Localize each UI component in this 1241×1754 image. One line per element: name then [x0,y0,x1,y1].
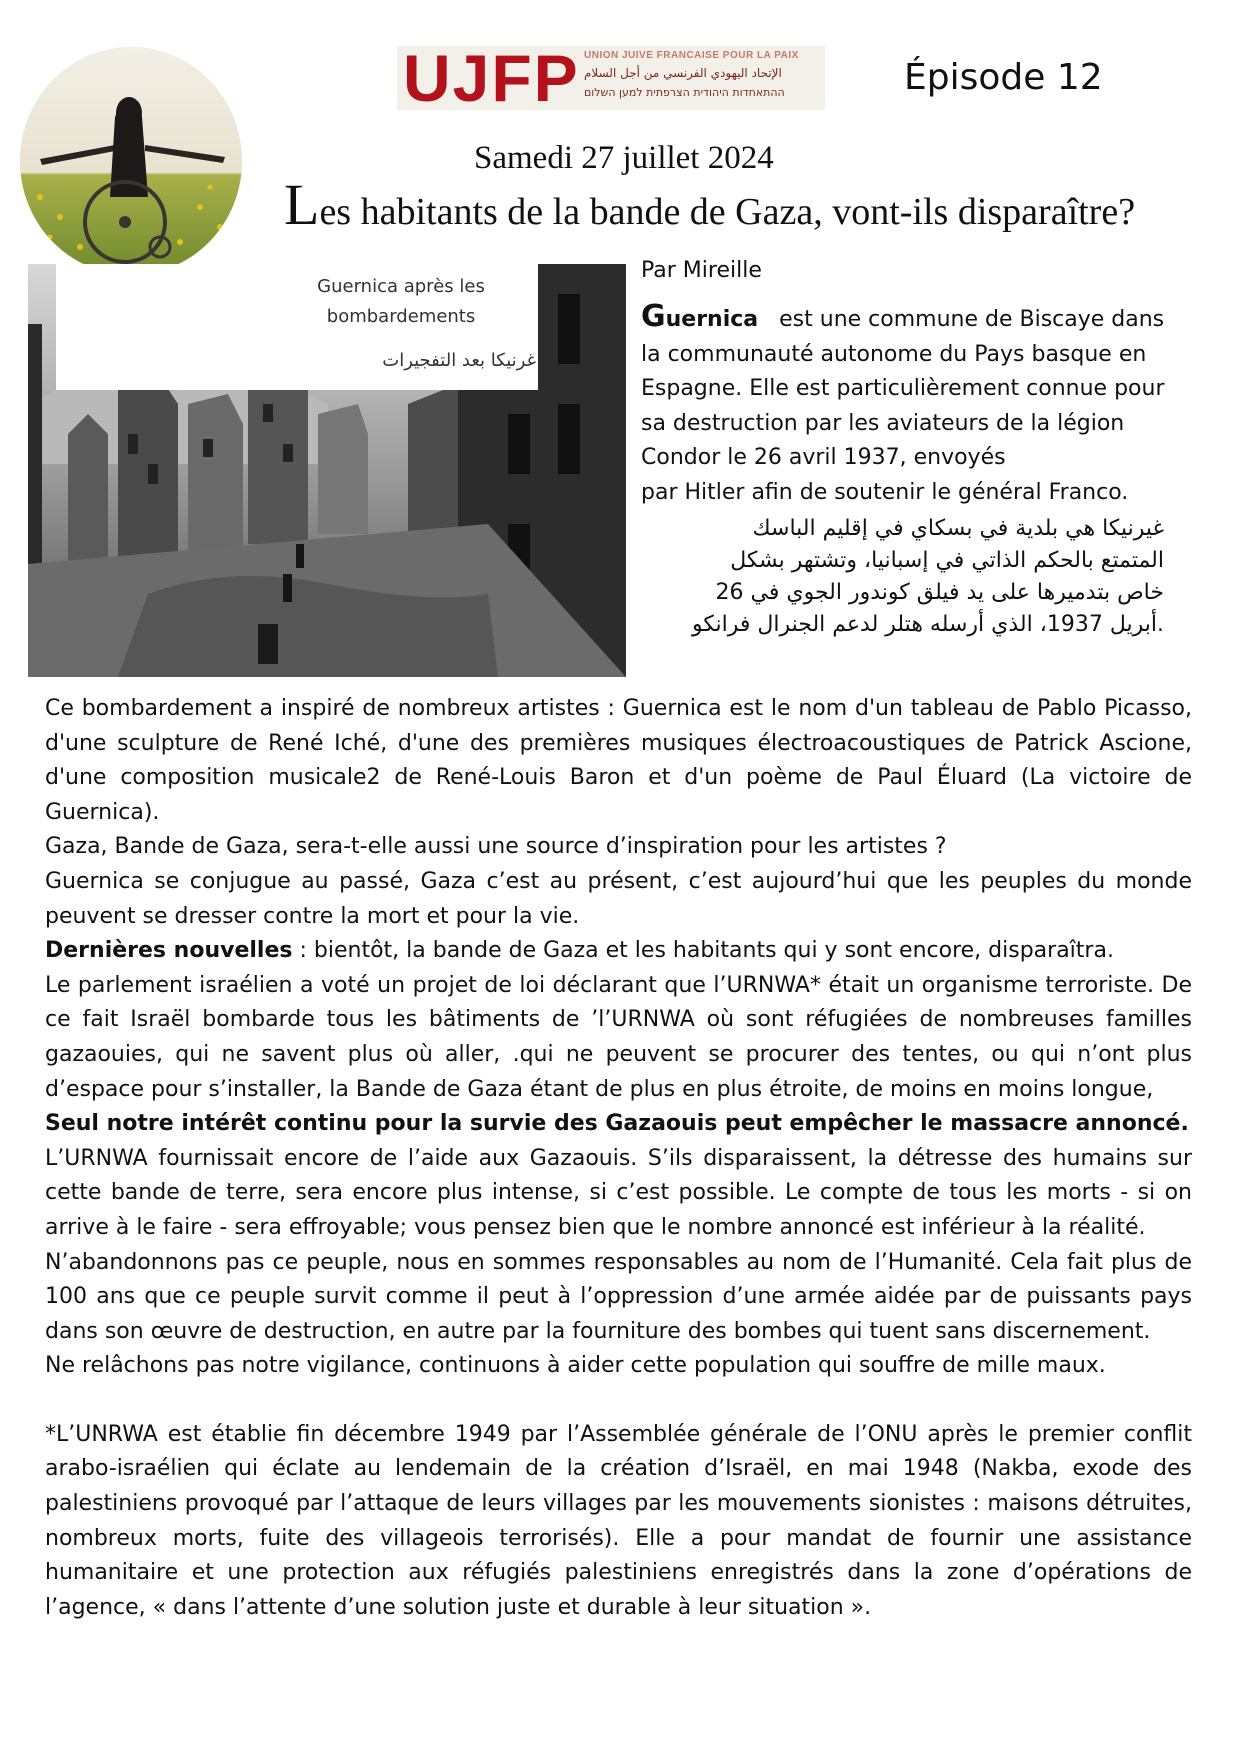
paragraph: Ce bombardement a inspiré de nombreux artistes : Guernica est le nom d'un tableau de Pablo Picasso, d'une sculpture de René Iché, d'une des premières musiques électroacoustiques de Patrick Ascione, d'une composition musicale2 de René-Louis Baron et d'un poème de Paul Éluard (La victoire de Guernica). [45,696,1192,825]
arabic-line: خاص بتدميرها على يد فيلق كوندور الجوي في 26 [715,580,1164,605]
caption-line-1: Guernica après les [317,276,485,297]
intro-line [641,300,1201,338]
paragraph: Ne relâchons pas notre vigilance, continuons à aider cette population qui souffre de mille maux. [45,1353,1106,1379]
paragraph [45,934,1192,969]
arabic-line: .أبريل 1937، الذي أرسله هتلر لدعم الجنرال فرانكو [691,612,1164,637]
intro-line: Condor le 26 avril 1937, envoyés [641,445,1006,470]
article-body [45,692,1192,1625]
logo-line-fr: UNION JUIVE FRANCAISE POUR LA PAIX [584,50,799,61]
title-text: es habitants de la bande de Gaza, vont-ils disparaître? [319,191,1136,233]
photo-caption [56,264,538,390]
logo-wordmark: UJFP [403,41,580,115]
guernica-photo [28,264,626,677]
intro-paragraph [641,300,1201,510]
intro-keyword: uernica [665,307,759,332]
intro-line: la communauté autonome du Pays basque en [641,341,1147,367]
logo-line-he: ההתאחדות היהודית הצרפתית למען השלום [584,86,785,99]
paragraph: Gaza, Bande de Gaza, sera-t-elle aussi une source d’inspiration pour les artistes ? [45,834,947,860]
paragraph: Guernica se conjugue au passé, Gaza c’est au présent, c’est aujourd’hui que les peuples du monde peuvent se dresser contre la mort et pour la vie. [45,868,1192,929]
issue-date: Samedi 27 juillet 2024 [474,140,774,176]
intro-line: par Hitler afin de soutenir le général Franco. [641,479,1129,505]
paragraph: Le parlement israélien a voté un projet de loi déclarant que l’URNWA* était un organisme terroriste. De ce fait Israël bombarde tous les bâtiments de ’l’URNWA où sont réfugiées de nombreuses familles gazaouies, qui ne savent plus où aller, .qui ne peuvent se procurer des tentes, ou qui n’ont plus d’espace pour s’installer, la Bande de Gaza étant de plus en plus étroite, de moins en moins longue, [45,972,1192,1102]
intro-line: sa destruction par les aviateurs de la légion [641,410,1125,436]
ujfp-logo [397,41,825,115]
intro-text: est une commune de Biscaye dans [779,307,1165,332]
latest-news-label: Dernières nouvelles [45,938,293,964]
paragraph: L’URNWA fournissait encore de l’aide aux Gazaouis. S’ils disparaissent, la détresse des humains sur cette bande de terre, sera encore plus intense, si c’est possible. Le compte de tous les morts - si on arrive à le faire - sera effroyable; vous pensez bien que le nombre annoncé est inférieur à la réalité. [45,1145,1192,1240]
arabic-line: غيرنيكا هي بلدية في بسكاي في إقليم الباسك [752,516,1164,541]
intro-drop-cap: G [641,299,666,334]
byline: Par Mireille [641,258,762,283]
paragraph: N’abandonnons pas ce peuple, nous en sommes responsables au nom de l’Humanité. Cela fait plus de 100 ans que ce peuple survit comme il peut à l’oppression d’une armée aidée par de puissants pays dans son œuvre de destruction, en autre par la fourniture des bombes qui tuent sans discernement. [45,1249,1192,1344]
bold-statement: Seul notre intérêt continu pour la survie des Gazaouis peut empêcher le massacre annoncé. [45,1111,1189,1137]
latest-news-text: : bientôt, la bande de Gaza et les habitants qui y sont encore, disparaîtra. [292,938,1114,964]
footnote: *L’UNRWA est établie fin décembre 1949 par l’Assemblée générale de l’ONU après le premier conflit arabo-israélien qui éclate au lendemain de la création d’Israël, en mai 1948 (Nakba, exode des palestiniens provoqué par l’attaque de leurs villages par les mouvements sionistes : maisons détruites, nombreux morts, fuite des villageois terrorisés). Elle a pour mandat de fournir une assistance humanitaire et une protection aux réfugiés palestiniens enregistrés dans la zone d’opérations de l’agence, « dans l’attente d’une solution juste et durable à leur situation ». [45,1421,1192,1620]
page-title [284,172,1136,237]
arabic-paragraph [644,513,1164,641]
spacer [45,1384,1192,1418]
caption-line-2: bombardements [326,306,476,327]
caption-arabic: غرنيكا بعد التفجيرات [382,350,536,371]
intro-line: Espagne. Elle est particulièrement connue pour [641,376,1165,401]
wheelchair-illustration [20,47,242,275]
logo-line-ar: الإتحاد اليهودي الفرنسي من أجل السلام [584,66,782,80]
arabic-line: المتمتع بالحكم الذاتي في إسبانيا، وتشتهر بشكل [730,548,1164,573]
episode-number: Épisode 12 [904,57,1103,98]
title-drop-cap: L [284,172,320,237]
